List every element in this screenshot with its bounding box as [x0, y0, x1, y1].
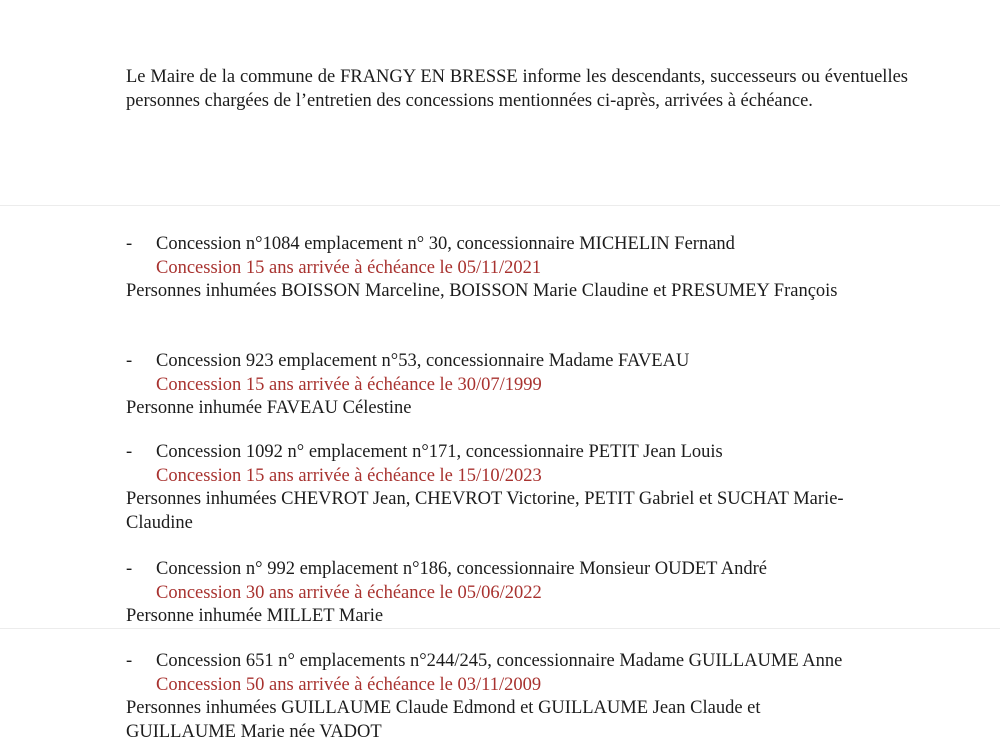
concession-entry — [126, 233, 926, 304]
divider — [0, 205, 1000, 206]
concession-line: Concession 1092 n° emplacement n°171, concessionnaire PETIT Jean Louis — [156, 442, 723, 462]
expiry-line: Concession 30 ans arrivée à échéance le 05/06/2022 — [156, 582, 542, 603]
concession-entry — [126, 558, 926, 629]
list-dash: - — [126, 351, 133, 371]
concession-line: Concession n°1084 emplacement n° 30, concessionnaire MICHELIN Fernand — [156, 234, 735, 254]
expiry-line: Concession 15 ans arrivée à échéance le 15/10/2023 — [156, 465, 542, 486]
list-dash: - — [126, 559, 133, 579]
buried-line: Personne inhumée MILLET Marie — [126, 606, 384, 626]
expiry-line: Concession 15 ans arrivée à échéance le 30/07/1999 — [156, 374, 542, 395]
expiry-line: Concession 50 ans arrivée à échéance le 03/11/2009 — [156, 674, 542, 695]
concession-line: Concession 651 n° emplacements n°244/245, concessionnaire Madame GUILLAUME Anne — [156, 651, 843, 671]
concession-entry — [126, 350, 926, 421]
concession-entry — [126, 441, 926, 535]
list-dash: - — [126, 651, 133, 671]
buried-line: Personne inhumée FAVEAU Célestine — [126, 398, 412, 418]
buried-line: Personnes inhumées GUILLAUME Claude Edmond et GUILLAUME Jean Claude et GUILLAUME Marie née VADOT — [126, 698, 761, 742]
list-dash: - — [126, 234, 133, 254]
intro-paragraph: Le Maire de la commune de FRANGY EN BRESSE informe les descendants, successeurs ou éventuelles personnes chargées de l’entretien des concessions mentionnées ci-après, arrivées à échéance. — [126, 67, 908, 111]
concession-entry — [126, 650, 926, 744]
buried-line: Personnes inhumées CHEVROT Jean, CHEVROT Victorine, PETIT Gabriel et SUCHAT Marie-Claudine — [126, 489, 844, 533]
buried-line: Personnes inhumées BOISSON Marceline, BOISSON Marie Claudine et PRESUMEY François — [126, 281, 838, 301]
list-dash: - — [126, 442, 133, 462]
concession-line: Concession n° 992 emplacement n°186, concessionnaire Monsieur OUDET André — [156, 559, 767, 579]
concession-line: Concession 923 emplacement n°53, concessionnaire Madame FAVEAU — [156, 351, 690, 371]
expiry-line: Concession 15 ans arrivée à échéance le 05/11/2021 — [156, 257, 542, 278]
